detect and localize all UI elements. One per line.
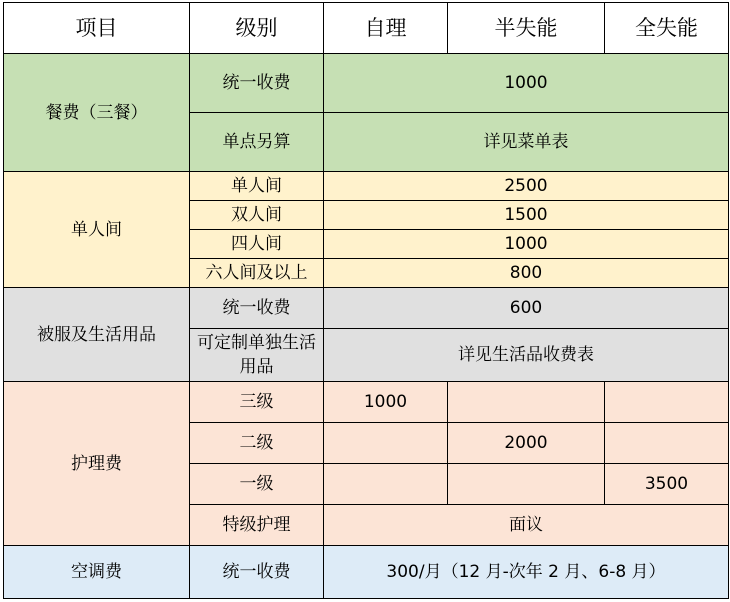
care-level: 三级 [190,382,324,423]
care-self-value: 1000 [324,382,448,423]
bedding-row-1 [4,288,729,329]
room-level: 六人间及以上 [190,259,324,288]
care-semi-value: 2000 [448,423,605,464]
header-semi-disabled: 半失能 [448,3,605,54]
care-item: 护理费 [4,382,190,546]
header-fully-disabled: 全失能 [605,3,729,54]
ac-item: 空调费 [4,546,190,599]
care-level: 一级 [190,464,324,505]
meals-value: 1000 [324,54,729,113]
bedding-level: 可定制单独生活用品 [190,329,324,382]
meals-value: 详见菜单表 [324,113,729,172]
room-value: 1500 [324,201,729,230]
care-row [4,382,729,423]
room-item: 单人间 [4,172,190,288]
care-full-value [605,423,729,464]
fee-table [3,2,729,599]
room-row [4,172,729,201]
meals-item: 餐费（三餐） [4,54,190,172]
meals-level: 单点另算 [190,113,324,172]
ac-row [4,546,729,599]
room-level: 双人间 [190,201,324,230]
bedding-value: 详见生活品收费表 [324,329,729,382]
bedding-value: 600 [324,288,729,329]
meals-row-1 [4,54,729,113]
care-semi-value [448,464,605,505]
room-level: 四人间 [190,230,324,259]
header-row [4,3,729,54]
header-item: 项目 [4,3,190,54]
bedding-level: 统一收费 [190,288,324,329]
care-full-value: 3500 [605,464,729,505]
header-level: 级别 [190,3,324,54]
care-level: 二级 [190,423,324,464]
care-special-value: 面议 [324,505,729,546]
room-value: 2500 [324,172,729,201]
care-full-value [605,382,729,423]
room-value: 800 [324,259,729,288]
header-self-care: 自理 [324,3,448,54]
meals-level: 统一收费 [190,54,324,113]
ac-level: 统一收费 [190,546,324,599]
room-value: 1000 [324,230,729,259]
bedding-item: 被服及生活用品 [4,288,190,382]
care-special-level: 特级护理 [190,505,324,546]
room-level: 单人间 [190,172,324,201]
care-self-value [324,464,448,505]
care-self-value [324,423,448,464]
ac-value: 300/月（12 月-次年 2 月、6-8 月） [324,546,729,599]
care-semi-value [448,382,605,423]
